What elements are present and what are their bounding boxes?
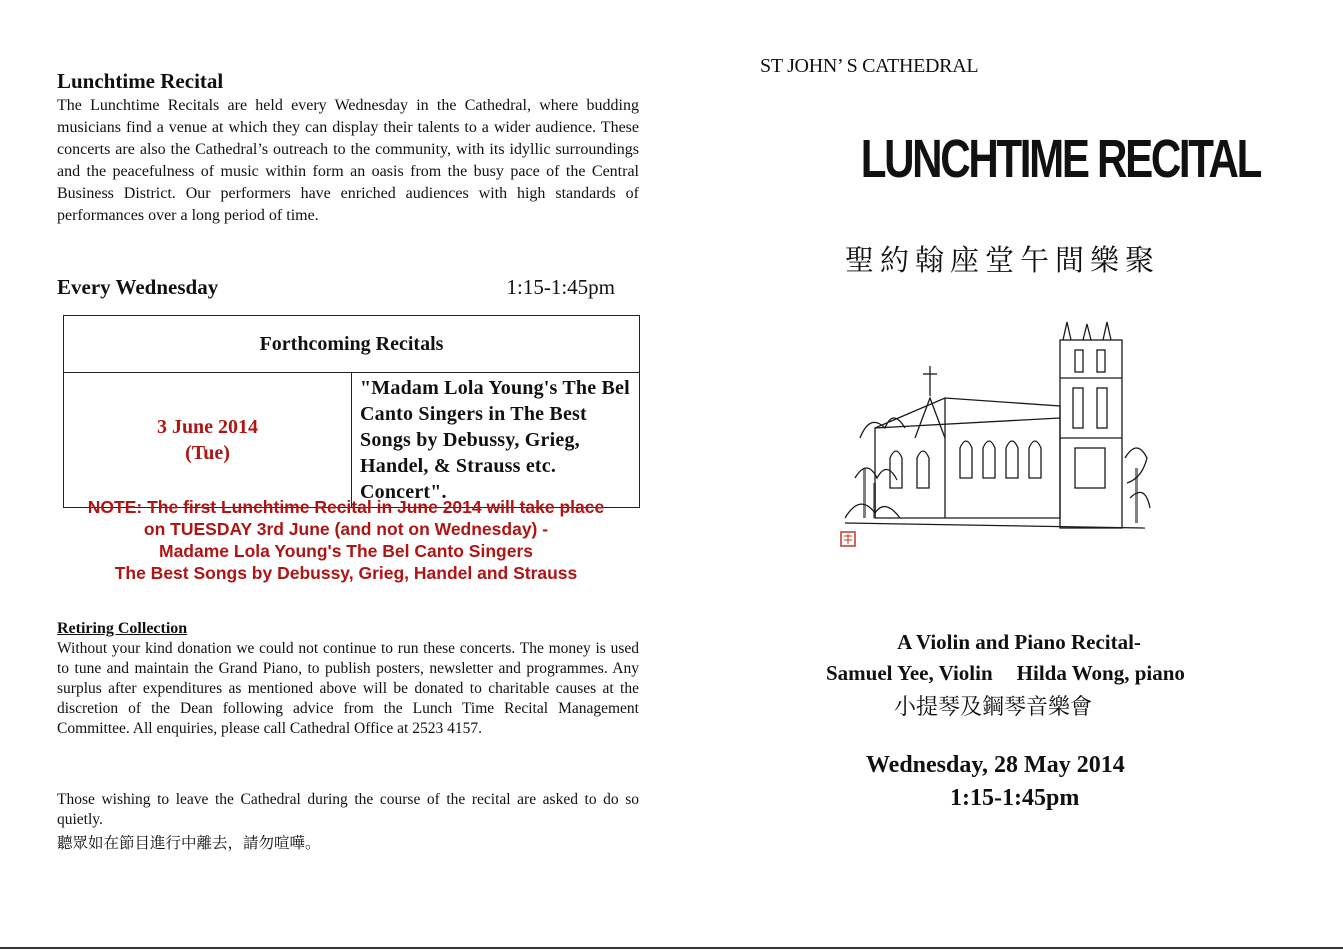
recital-title-banner: LUNCHTIME RECITAL bbox=[860, 129, 1261, 189]
cathedral-sketch-icon bbox=[835, 318, 1155, 550]
page-divider bbox=[0, 947, 1343, 949]
program-title-zh: 小提琴及鋼琴音樂會 bbox=[894, 695, 1093, 720]
performers bbox=[826, 661, 1212, 686]
recital-date-main: Wednesday, 28 May 2014 bbox=[866, 752, 1125, 778]
recital-title-zh: 聖約翰座堂午間樂聚 bbox=[845, 243, 1161, 277]
note-block bbox=[50, 496, 642, 584]
program-title: A Violin and Piano Recital- bbox=[897, 630, 1141, 654]
note-line: on TUESDAY 3rd June (and not on Wednesday) - bbox=[143, 519, 549, 539]
performer-violin: Samuel Yee, Violin bbox=[826, 661, 993, 685]
cathedral-name: ST JOHN’ S CATHEDRAL bbox=[760, 55, 979, 77]
forthcoming-recitals-table bbox=[63, 315, 640, 508]
recital-title: "Madam Lola Young's The Bel Canto Singers in The Best Songs by Debussy, Grieg, Handel, & Strauss etc. Concert". bbox=[352, 373, 640, 508]
performer-piano: Hilda Wong, piano bbox=[1016, 661, 1185, 685]
collection-paragraph: Without your kind donation we could not continue to run these concerts. The money is used to tune and maintain the Grand Piano, to publish posters, newsletter and programmes. Any surplus after expenditures as mentioned above will be donated to charitable causes at the discretion of the Dean following advice from the Lunch Time Recital Management Committee. All enquiries, please call Cathedral Office at 2523 4157. bbox=[57, 640, 639, 737]
note-line: The Best Songs by Debussy, Grieg, Handel and Strauss bbox=[114, 563, 578, 583]
note-line: NOTE: The first Lunchtime Recital in June 2014 will take place bbox=[87, 497, 605, 517]
leave-paragraph-zh: 聽眾如在節目進行中離去，請勿喧嘩。 bbox=[57, 834, 321, 852]
recital-time-main: 1:15-1:45pm bbox=[950, 785, 1080, 811]
schedule-day: Every Wednesday bbox=[57, 275, 219, 299]
table-row bbox=[64, 373, 640, 508]
table-header-row bbox=[64, 316, 640, 373]
section-title: Lunchtime Recital bbox=[57, 69, 224, 93]
recital-date bbox=[64, 373, 352, 508]
note-line: Madame Lola Young's The Bel Canto Singers bbox=[159, 541, 533, 561]
leave-paragraph: Those wishing to leave the Cathedral during the course of the recital are asked to do so quietly. bbox=[57, 791, 639, 828]
recital-day-line: (Tue) bbox=[185, 442, 230, 464]
schedule-row bbox=[57, 275, 615, 303]
collection-title: Retiring Collection bbox=[57, 620, 188, 637]
table-header: Forthcoming Recitals bbox=[64, 316, 640, 373]
recital-date-line: 3 June 2014 bbox=[156, 416, 259, 438]
schedule-time: 1:15-1:45pm bbox=[506, 275, 615, 299]
intro-paragraph: The Lunchtime Recitals are held every Wednesday in the Cathedral, where budding musicians find a venue at which they can display their talents to a wider audience. These concerts are also the Cathedral’s outreach to the community, with its idyllic surroundings and the peacefulness of music within form an oasis from the busy pace of the Central Business District. Our performers have enriched audiences with high standards of performances over a long period of time. bbox=[57, 97, 639, 224]
